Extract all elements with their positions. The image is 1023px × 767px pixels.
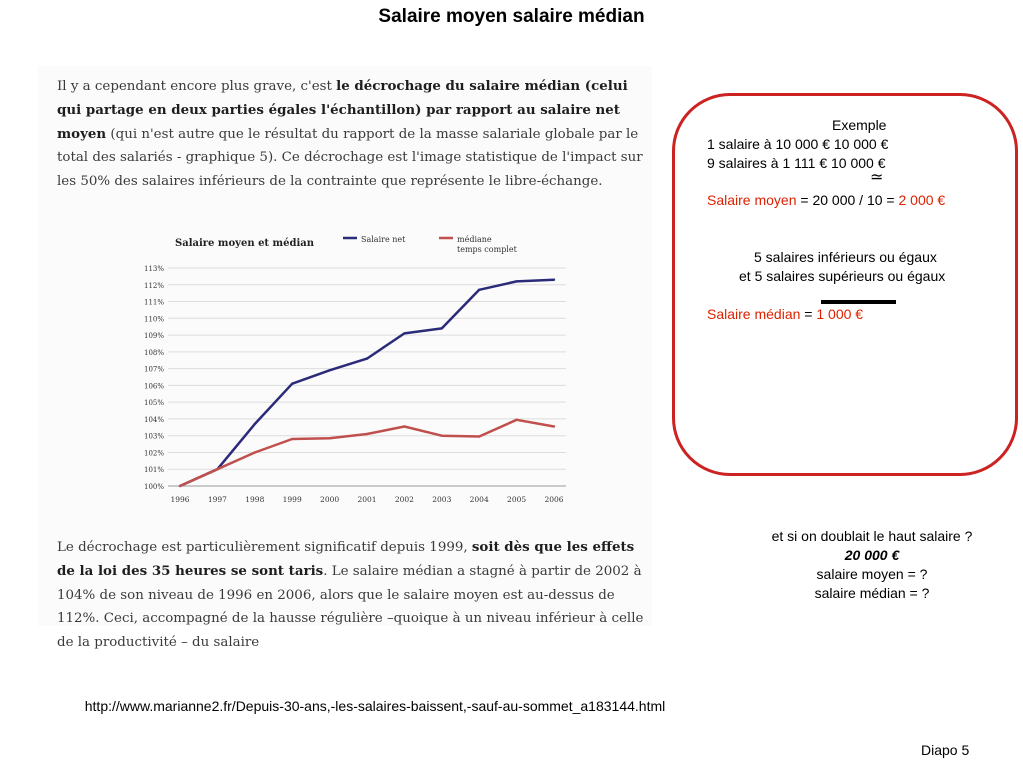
data-point bbox=[254, 451, 256, 453]
data-point bbox=[441, 434, 443, 436]
question-line-2: 20 000 € bbox=[844, 547, 900, 563]
data-point bbox=[478, 289, 480, 291]
question-line-3: salaire moyen = ? bbox=[816, 566, 928, 582]
median-explanation-2: et 5 salaires supérieurs ou égaux bbox=[739, 268, 946, 284]
x-axis bbox=[170, 495, 563, 504]
question-block bbox=[720, 527, 1023, 603]
data-point bbox=[328, 437, 330, 439]
y-tick-label: 106% bbox=[143, 382, 164, 391]
p1-bold: le décrochage du salaire médian (celui qui partage en deux parties égales l'échantillon) par rapport au salaire net moyen bbox=[57, 78, 628, 142]
data-point bbox=[403, 332, 405, 334]
salaire-median-eq: = bbox=[800, 306, 817, 322]
chart-title: Salaire moyen et médian bbox=[175, 238, 315, 249]
y-tick-label: 112% bbox=[143, 281, 164, 290]
approx-icon: ≃ bbox=[870, 169, 884, 186]
y-tick-label: 102% bbox=[143, 449, 164, 458]
data-point bbox=[553, 279, 555, 281]
data-point bbox=[366, 433, 368, 435]
legend-label: médiane bbox=[457, 235, 492, 244]
x-tick-label: 2002 bbox=[394, 495, 414, 504]
p2-bold: soit dès que les effets de la loi des 35 heures se sont taris bbox=[57, 539, 635, 579]
p2-rest: . Le salaire médian a stagné à partir de 2002 à 104% de son niveau de 1996 en 2006, alors que le salaire moyen est au-dessus de 112%. Ceci, accompagné de la hausse régulière –quoique à un niveau inférieur à celle de la productivité – du salaire bbox=[57, 563, 644, 651]
x-tick-label: 2005 bbox=[507, 495, 527, 504]
chart-legend bbox=[343, 235, 518, 254]
series-line-1 bbox=[180, 280, 554, 486]
series-lines bbox=[179, 279, 555, 488]
salaire-moyen-label: Salaire moyen bbox=[707, 192, 797, 208]
y-tick-label: 108% bbox=[143, 348, 164, 357]
y-tick-label: 104% bbox=[143, 415, 164, 424]
x-tick-label: 1998 bbox=[245, 495, 265, 504]
y-tick-label: 113% bbox=[143, 265, 164, 273]
data-point bbox=[291, 438, 293, 440]
example-line-2: 9 salaires à 1 111 € 10 000 € bbox=[707, 155, 886, 171]
salaire-median-line bbox=[707, 305, 863, 324]
p2-text: Le décrochage est particulièrement significatif depuis 1999, bbox=[57, 540, 472, 555]
data-point bbox=[515, 419, 517, 421]
example-line-1: 1 salaire à 10 000 € 10 000 € bbox=[707, 136, 889, 152]
data-point bbox=[366, 357, 368, 359]
x-tick-label: 2004 bbox=[469, 495, 489, 504]
y-tick-label: 107% bbox=[143, 365, 164, 374]
source-url: http://www.marianne2.fr/Depuis-30-ans,-les-salaires-baissent,-sauf-au-sommet_a183144.html bbox=[84, 698, 666, 714]
y-tick-label: 109% bbox=[143, 332, 164, 341]
data-point bbox=[553, 425, 555, 427]
question-line-1: et si on doublait le haut salaire ? bbox=[771, 528, 973, 544]
article-scan bbox=[38, 66, 652, 651]
salaire-moyen-value: 2 000 € bbox=[898, 192, 946, 208]
chart-grid bbox=[168, 268, 566, 486]
y-tick-label: 100% bbox=[143, 483, 164, 491]
median-explanation-1: 5 salaires inférieurs ou égaux bbox=[754, 249, 937, 265]
data-point bbox=[478, 435, 480, 437]
data-point bbox=[441, 327, 443, 329]
slide-number: Diapo 5 bbox=[921, 742, 970, 758]
question-line-4: salaire médian = ? bbox=[814, 585, 930, 601]
y-tick-label: 105% bbox=[143, 399, 164, 408]
x-tick-label: 1999 bbox=[282, 495, 302, 504]
example-heading: Exemple bbox=[832, 117, 887, 133]
salaire-moyen-calc: = 20 000 / 10 = bbox=[796, 192, 899, 208]
data-point bbox=[179, 485, 181, 487]
slide-title: Salaire moyen salaire médian bbox=[378, 6, 645, 27]
legend-label: temps complet bbox=[457, 245, 517, 254]
y-tick-label: 101% bbox=[143, 466, 164, 475]
salaire-median-label: Salaire médian bbox=[707, 306, 801, 322]
data-point bbox=[216, 468, 218, 470]
x-tick-label: 1997 bbox=[207, 495, 227, 504]
salaire-moyen-line bbox=[707, 191, 945, 210]
y-tick-label: 110% bbox=[143, 315, 164, 324]
p1-rest: (qui n'est autre que le résultat du rapport de la masse salariale globale par le total des salariés - graphique 5). Ce décrochage est l'image statistique de l'impact sur les 50% des salaires inférieurs de la contrainte que représente le libre-échange. bbox=[57, 126, 643, 190]
x-tick-label: 1996 bbox=[170, 495, 190, 504]
x-tick-label: 2006 bbox=[544, 495, 564, 504]
x-tick-label: 2003 bbox=[432, 495, 452, 504]
data-point bbox=[328, 369, 330, 371]
median-highlight-bar bbox=[821, 300, 896, 304]
article-paragraph-2 bbox=[57, 536, 647, 655]
salaire-median-value: 1 000 € bbox=[816, 306, 864, 322]
y-tick-label: 111% bbox=[143, 298, 164, 307]
y-tick-label: 103% bbox=[143, 432, 164, 441]
legend-label: Salaire net bbox=[361, 235, 406, 244]
data-point bbox=[291, 383, 293, 385]
x-tick-label: 2001 bbox=[357, 495, 377, 504]
data-point bbox=[403, 425, 405, 427]
y-axis bbox=[144, 265, 164, 491]
x-tick-label: 2000 bbox=[320, 495, 340, 504]
p1-text: Il y a cependant encore plus grave, c'est bbox=[57, 79, 337, 94]
salary-line-chart bbox=[38, 66, 652, 536]
data-point bbox=[254, 423, 256, 425]
data-point bbox=[515, 280, 517, 282]
